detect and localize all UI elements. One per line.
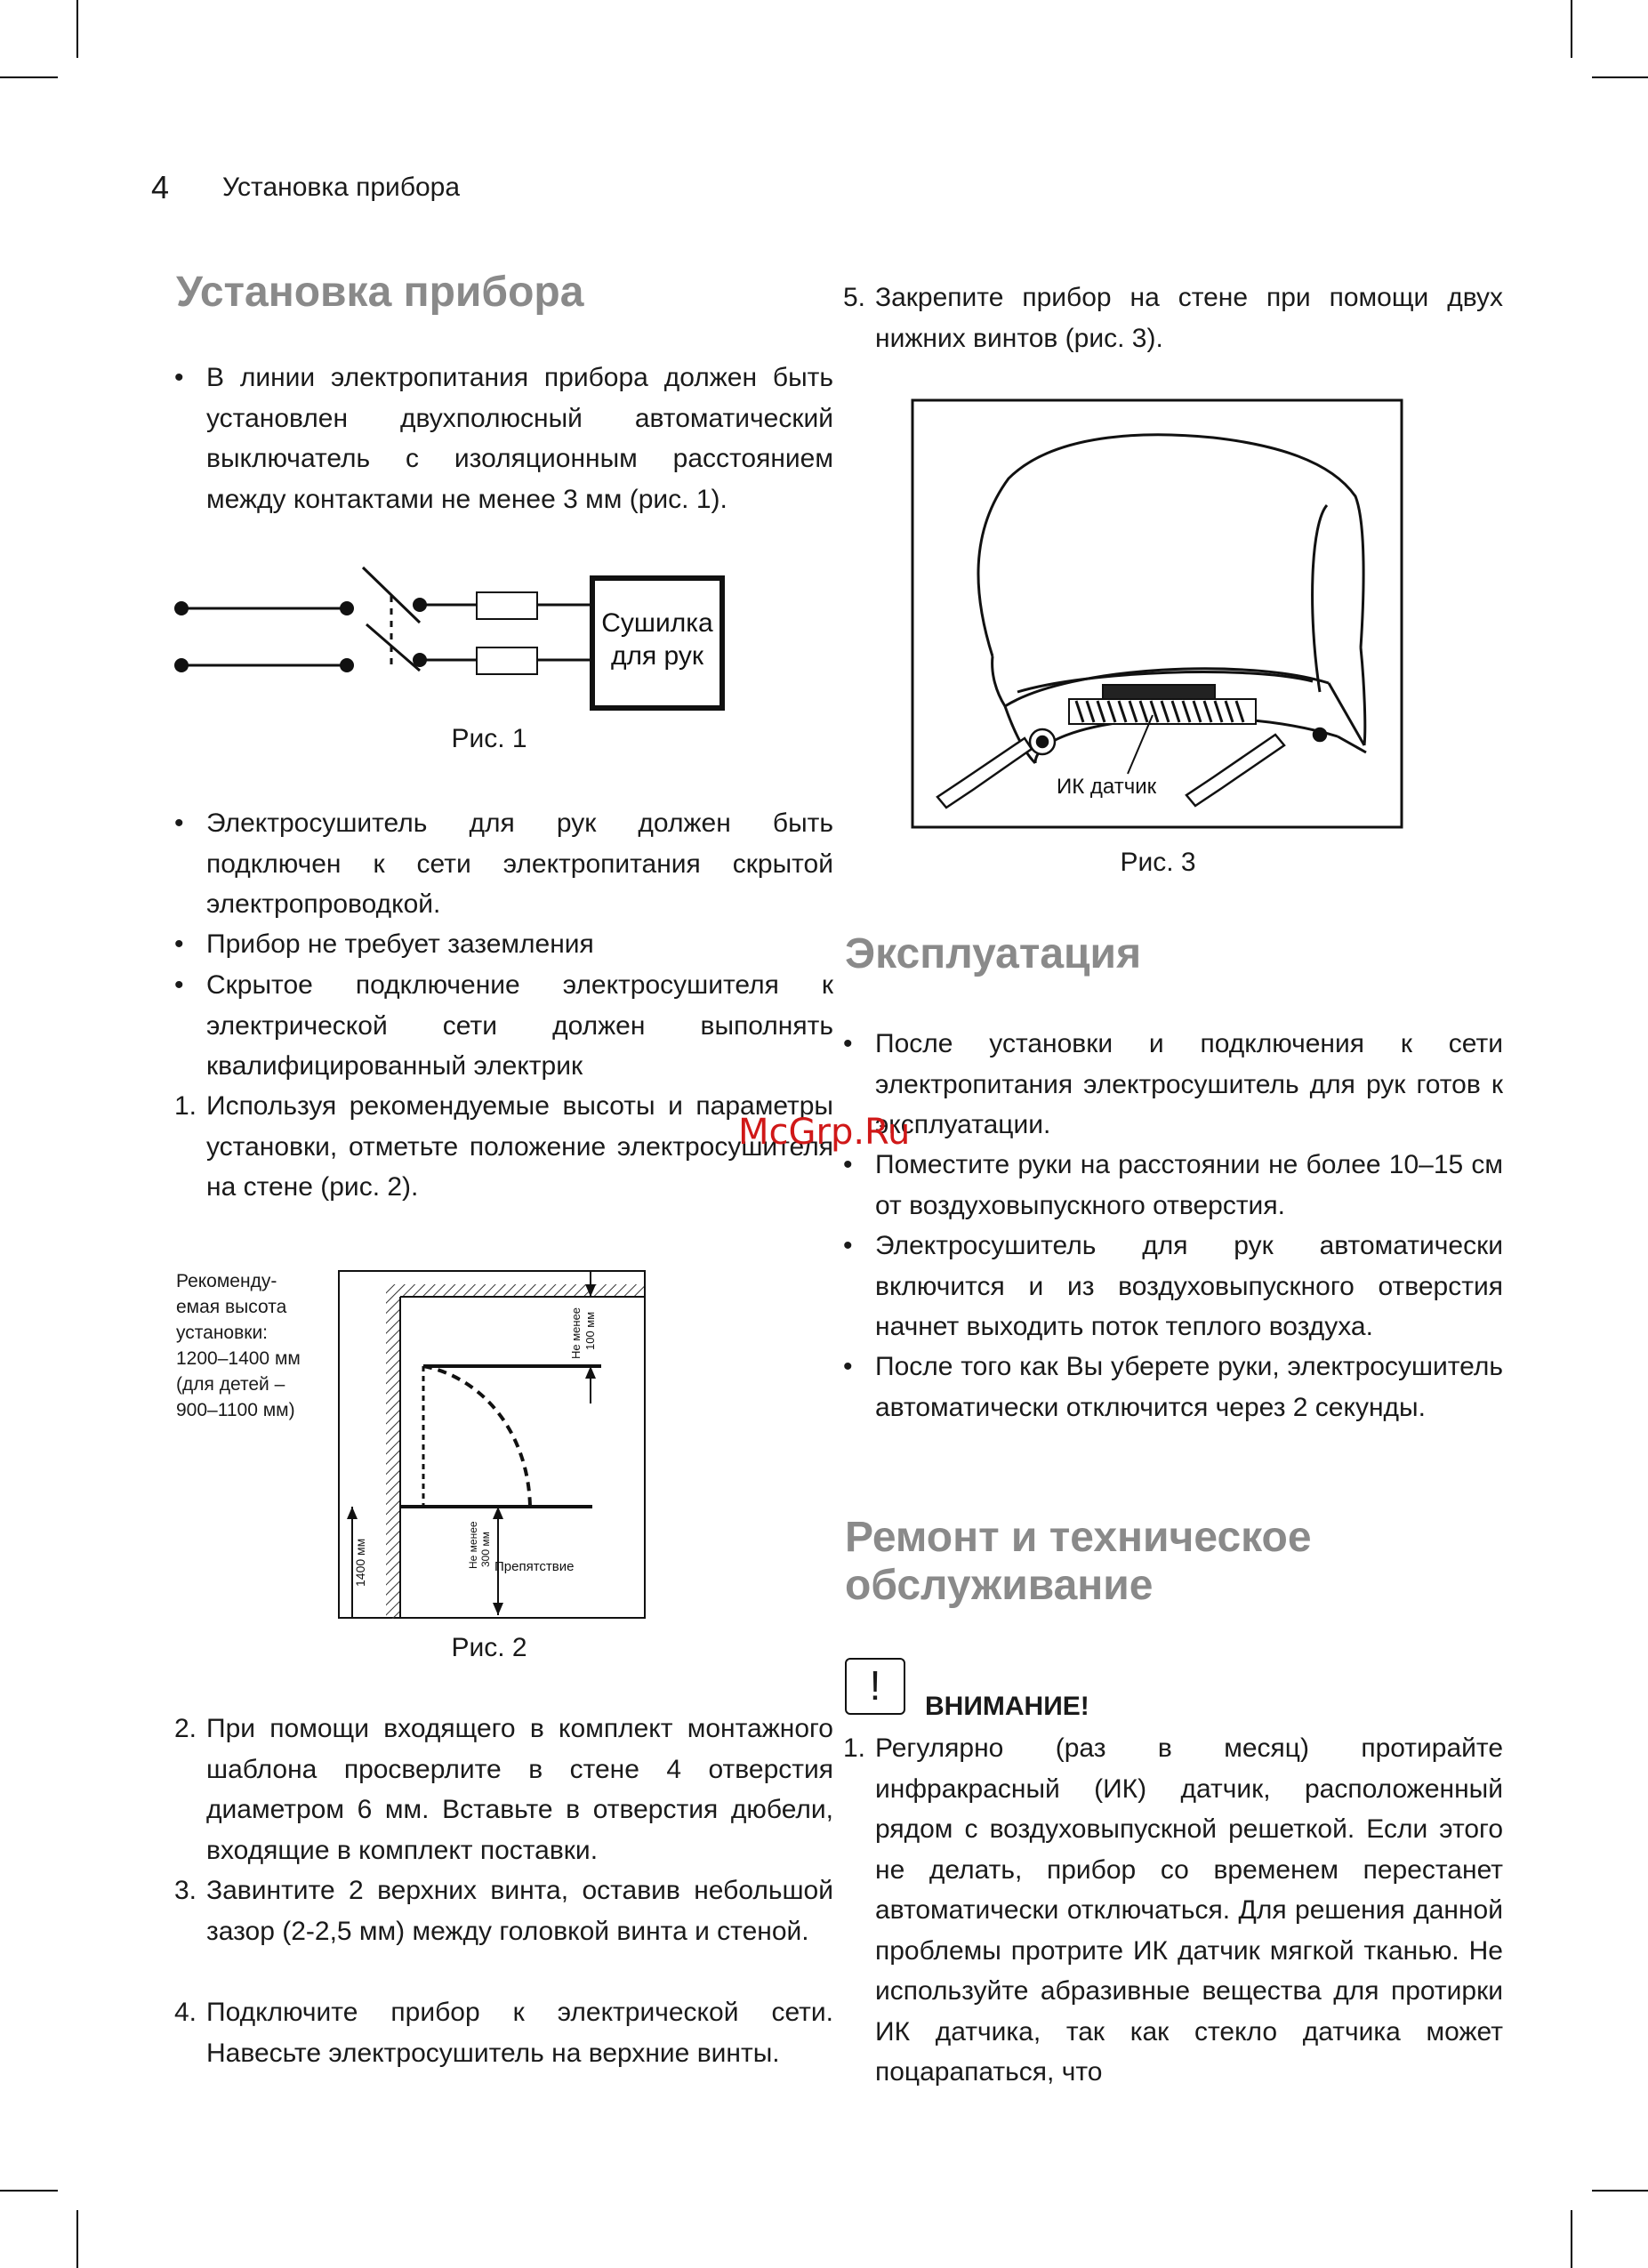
warning-icon [845,1658,905,1715]
step-4 [174,1992,833,2073]
section-heading-installation: Установка прибора [176,269,584,316]
step-1 [174,1086,833,1208]
crop-mark [1571,2210,1572,2268]
fig1-box-label-line1: Сушилка [601,608,713,638]
fig2-top-clearance-label-2: 100 мм [583,1311,597,1350]
bullet-auto-on: • Электросушитель для рук автоматически включится и из воздуховыпускного отверстия начнет выходить поток теплого воздуха. [843,1226,1503,1347]
bullet-hidden-wiring: • Электросушитель для рук должен быть подключен к сети электропитания скрытой электропроводкой. [174,803,833,925]
step-4-number: 4. [174,1998,197,2027]
section-heading-maintenance [845,1514,1312,1610]
figure-2-mounting-height-diagram [338,1270,649,1621]
maintenance-step-1 [843,1728,1503,2093]
watermark: McGrp.Ru [738,1112,911,1153]
step-3-text: Завинтите 2 верхних винта, оставив небольшой зазор (2-2,5 мм) между головкой винта и стеной. [206,1876,833,1946]
maintenance-step-1-text: Регулярно (раз в месяц) протирайте инфракрасный (ИК) датчик, расположенный рядом с воздуховыпускной решеткой. Если этого не делать, прибор со временем перестанет автоматически отключаться. Для решения данной проблемы протрите ИК датчик мягкой тканью. Не используйте абразивные вещества для протирки ИК датчика, так как стекло датчика может поцарапаться, что [875,1733,1503,2087]
step-4-text: Подключите прибор к электрической сети. Навесьте электросушитель на верхние винты. [206,1998,833,2068]
running-header: Установка прибора [222,173,461,202]
bullet-hands-distance: • Поместите руки на расстоянии не более 10–15 см от воздуховыпускного отверстия. [843,1145,1503,1226]
step-3-number: 3. [174,1876,197,1905]
maintenance-step-1-number: 1. [843,1733,866,1763]
crop-mark [76,0,78,58]
fig2-bottom-clearance-label-1: Не менее [467,1521,479,1569]
bullet-ready: • После установки и подключения к сети электропитания электросушитель для рук готов к эксплуатации. [843,1024,1503,1146]
step-5-text: Закрепите прибор на стене при помощи двух нижних винтов (рис. 3). [875,283,1503,353]
fig1-box-label-line2: для рук [610,641,704,671]
figure-2-side-note: Рекоменду- емая высота установки: 1200–1400 мм (для детей – 900–1100 мм) [176,1271,301,1420]
figure-2-caption: Рис. 2 [451,1633,527,1662]
crop-mark [0,76,58,78]
fig3-ir-sensor-label: ИК датчик [1057,775,1157,799]
figure-3-hand-dryer-illustration [911,398,1405,831]
bullet-auto-off: • После того как Вы уберете руки, электросушитель автоматически отключится через 2 секунды. [843,1347,1503,1428]
figure-3-caption: Рис. 3 [1120,848,1196,877]
page-number: 4 [151,169,170,205]
crop-mark [0,2190,58,2192]
step-3 [174,1870,833,1951]
fig2-height-label: 1400 мм [353,1538,367,1587]
figure-1-caption: Рис. 1 [451,724,527,753]
fig2-bottom-clearance-label-2: 300 мм [479,1532,492,1567]
maintenance-heading-line-2: обслуживание [845,1562,1154,1609]
maintenance-heading-line-1: Ремонт и техническое [845,1514,1312,1561]
crop-mark [1571,0,1572,58]
fig2-obstacle-label: Препятствие [494,1559,575,1574]
step-2-number: 2. [174,1714,197,1743]
section-heading-operation: Эксплуатация [845,930,1142,977]
bullet-breaker: • В линии электропитания прибора должен быть установлен двухполюсный автоматический выключатель с изоляционным расстоянием между контактами не менее 3 мм (рис. 1). [174,358,833,519]
bullet-electrician: • Скрытое подключение электросушителя к электрической сети должен выполнять квалифицированный электрик [174,965,833,1087]
warning-label: ВНИМАНИЕ! [925,1692,1089,1721]
figure-1-circuit-diagram [169,560,738,720]
step-2-text: При помощи входящего в комплект монтажного шаблона просверлите в стене 4 отверстия диаметром 6 мм. Вставьте в отверстия дюбели, входящие в комплект поставки. [206,1714,833,1865]
fig2-top-clearance-label-1: Не менее [569,1307,583,1359]
step-2 [174,1709,833,1870]
step-5 [843,277,1503,358]
bullet-no-ground: • Прибор не требует заземления [174,924,833,965]
crop-mark [76,2210,78,2268]
step-5-number: 5. [843,283,866,312]
crop-mark [1592,76,1648,78]
step-1-text: Используя рекомендуемые высоты и параметры установки, отметьте положение электросушителя на стене (рис. 2). [206,1091,833,1202]
warning-mark: ! [869,1662,881,1709]
step-1-number: 1. [174,1091,197,1121]
crop-mark [1592,2190,1648,2192]
